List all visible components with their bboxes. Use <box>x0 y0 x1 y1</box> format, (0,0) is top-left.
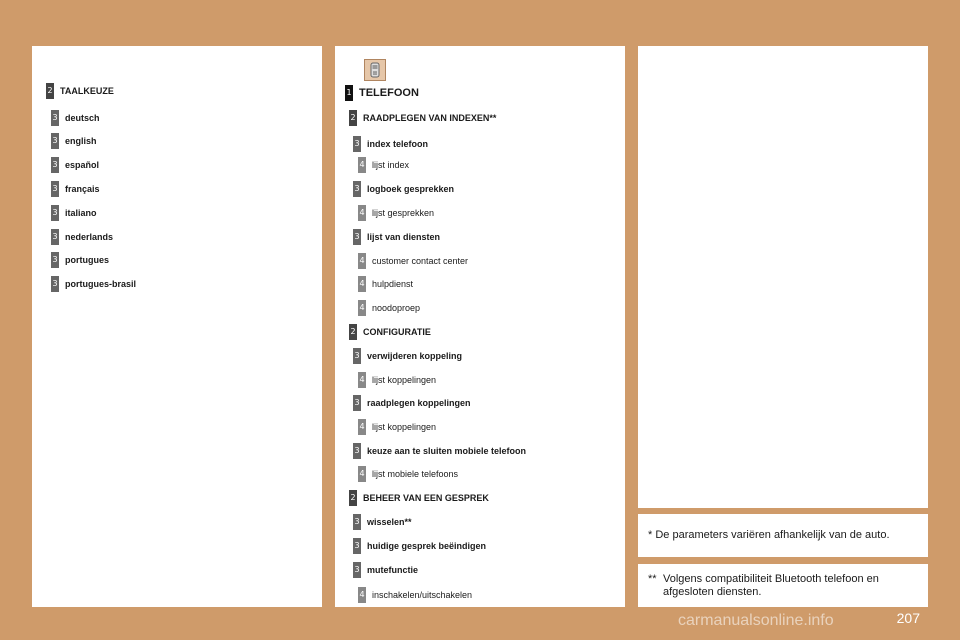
menu-row <box>353 181 454 197</box>
menu-label: RAADPLEGEN VAN INDEXEN** <box>363 113 497 123</box>
menu-label: hulpdienst <box>372 279 414 289</box>
menu-label: español <box>65 160 100 170</box>
menu-label: inschakelen/uitschakelen <box>372 590 473 600</box>
level-badge: 3 <box>51 181 59 197</box>
footnote-1: * De parameters variëren afhankelijk van de auto. <box>648 529 890 541</box>
menu-label: TELEFOON <box>359 87 419 99</box>
menu-row <box>51 205 97 221</box>
menu-row <box>345 85 419 101</box>
menu-label: raadplegen koppelingen <box>367 398 471 408</box>
menu-label: portugues <box>65 255 109 265</box>
menu-label: deutsch <box>65 113 100 123</box>
menu-row <box>358 466 458 482</box>
menu-row <box>358 587 472 603</box>
menu-label: english <box>65 136 97 146</box>
menu-row <box>353 136 428 152</box>
menu-label: verwijderen koppeling <box>367 351 463 361</box>
menu-row <box>353 395 471 411</box>
level-badge: 3 <box>353 443 361 459</box>
menu-row <box>349 324 431 340</box>
menu-label: lijst van diensten <box>367 232 441 242</box>
level-badge: 2 <box>46 83 54 99</box>
footnote-panel-2 <box>638 564 928 607</box>
menu-row <box>353 514 412 530</box>
level-badge: 3 <box>51 252 59 268</box>
menu-label: customer contact center <box>372 256 469 266</box>
level-badge: 3 <box>51 276 59 292</box>
menu-row <box>46 83 114 99</box>
level-badge: 3 <box>353 348 361 364</box>
menu-row <box>358 300 420 316</box>
menu-row <box>51 276 136 292</box>
menu-row <box>358 276 413 292</box>
level-badge: 2 <box>349 324 357 340</box>
level-badge: 4 <box>358 253 366 269</box>
level-badge: 3 <box>353 538 361 554</box>
level-badge: 3 <box>51 110 59 126</box>
level-badge: 4 <box>358 372 366 388</box>
menu-row <box>353 229 440 245</box>
level-badge: 4 <box>358 587 366 603</box>
level-badge: 4 <box>358 419 366 435</box>
level-badge: 1 <box>345 85 353 101</box>
level-badge: 4 <box>358 157 366 173</box>
left-menu-panel <box>32 46 322 607</box>
right-blank-panel <box>638 46 928 508</box>
menu-label: italiano <box>65 208 97 218</box>
level-badge: 3 <box>51 157 59 173</box>
menu-row <box>353 443 526 459</box>
menu-label: lijst koppelingen <box>372 375 437 385</box>
menu-label: nederlands <box>65 232 114 242</box>
menu-row <box>358 372 436 388</box>
menu-label: noodoproep <box>372 303 421 313</box>
menu-row <box>51 110 100 126</box>
menu-row <box>349 490 489 506</box>
menu-row <box>353 562 418 578</box>
level-badge: 3 <box>353 181 361 197</box>
menu-row <box>358 419 436 435</box>
menu-label: portugues-brasil <box>65 279 137 289</box>
level-badge: 3 <box>353 136 361 152</box>
menu-label: lijst mobiele telefoons <box>372 469 459 479</box>
menu-label: wisselen** <box>367 517 412 527</box>
menu-label: lijst gesprekken <box>372 208 435 218</box>
footnote-2-mark: ** <box>648 573 657 585</box>
level-badge: 4 <box>358 276 366 292</box>
telephone-icon <box>364 59 386 81</box>
menu-label: BEHEER VAN EEN GESPREK <box>363 493 489 503</box>
watermark: carmanualsonline.info <box>678 612 834 629</box>
menu-row <box>353 538 486 554</box>
menu-row <box>349 110 496 126</box>
level-badge: 4 <box>358 205 366 221</box>
menu-row <box>353 348 462 364</box>
menu-row <box>358 253 468 269</box>
menu-row <box>358 205 434 221</box>
menu-label: français <box>65 184 100 194</box>
menu-row <box>51 252 109 268</box>
footnote-panel-1 <box>638 514 928 557</box>
menu-label: keuze aan te sluiten mobiele telefoon <box>367 446 527 456</box>
menu-label: lijst koppelingen <box>372 422 437 432</box>
menu-label: index telefoon <box>367 139 429 149</box>
menu-row <box>51 229 113 245</box>
menu-row <box>51 157 99 173</box>
menu-label: TAALKEUZE <box>60 86 114 96</box>
menu-row <box>51 181 100 197</box>
level-badge: 3 <box>353 514 361 530</box>
level-badge: 3 <box>353 229 361 245</box>
menu-row <box>358 157 409 173</box>
level-badge: 2 <box>349 490 357 506</box>
menu-label: CONFIGURATIE <box>363 327 431 337</box>
menu-label: huidige gesprek beëindigen <box>367 541 487 551</box>
menu-label: logboek gesprekken <box>367 184 455 194</box>
footnote-2: Volgens compatibiliteit Bluetooth telefoon en afgesloten diensten. <box>663 573 879 598</box>
level-badge: 3 <box>353 395 361 411</box>
level-badge: 3 <box>51 229 59 245</box>
level-badge: 4 <box>358 300 366 316</box>
level-badge: 4 <box>358 466 366 482</box>
page-number: 207 <box>896 610 920 626</box>
level-badge: 2 <box>349 110 357 126</box>
menu-label: mutefunctie <box>367 565 419 575</box>
level-badge: 3 <box>51 133 59 149</box>
menu-label: lijst index <box>372 160 410 170</box>
menu-row <box>51 133 97 149</box>
level-badge: 3 <box>353 562 361 578</box>
level-badge: 3 <box>51 205 59 221</box>
